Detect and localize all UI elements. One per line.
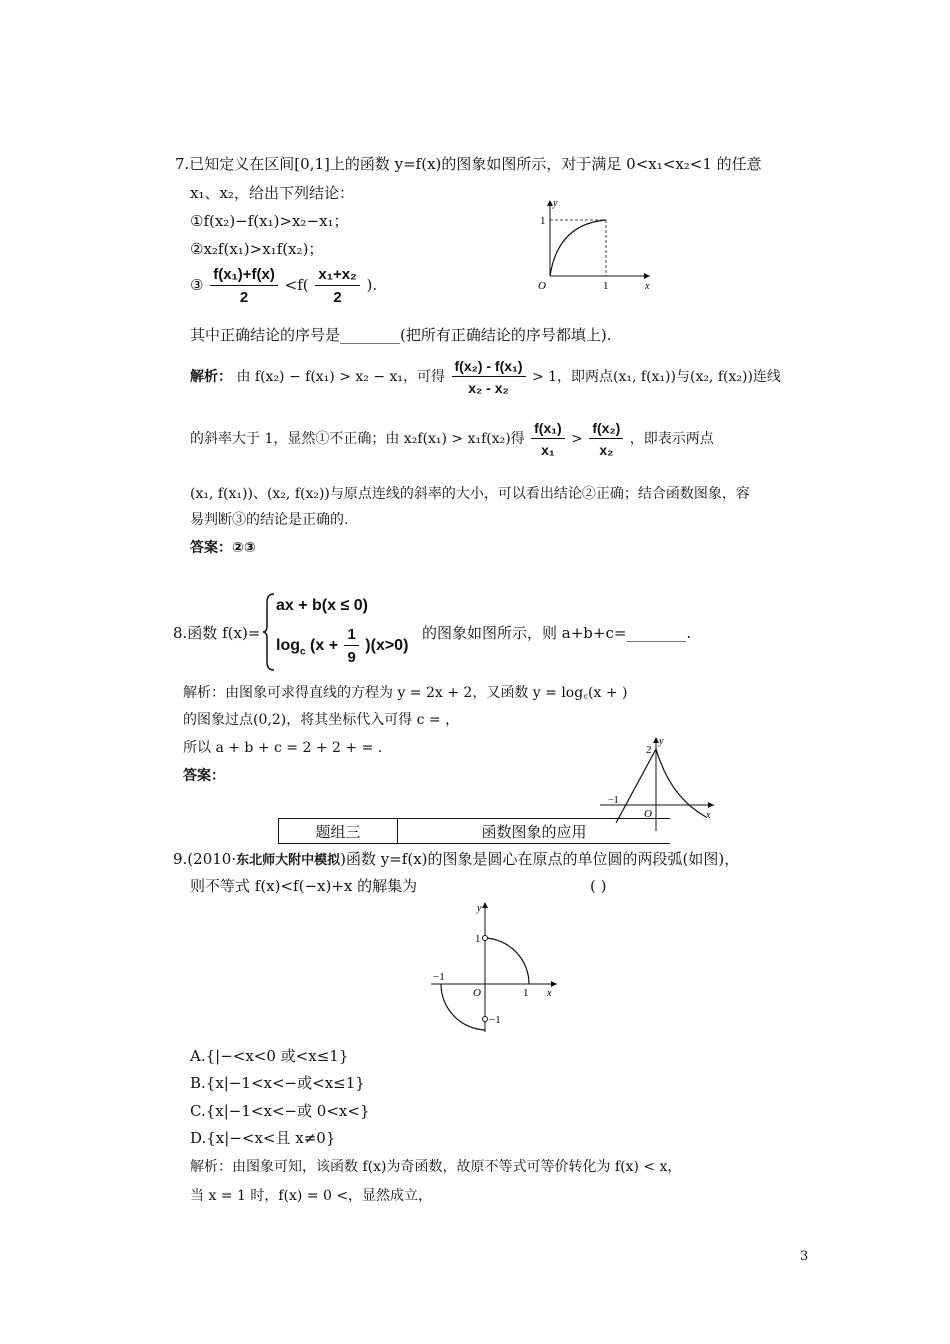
q7-c3-frac2 bbox=[315, 266, 359, 306]
q7-conclusion-2: ②x₂f(x₁)>x₁f(x₂)； bbox=[190, 240, 324, 258]
q7-sol2-frac1 bbox=[531, 420, 565, 458]
band-title: 函数图象的应用 bbox=[398, 819, 671, 844]
q7-c3-den: 2 bbox=[239, 289, 249, 306]
q9-line2: 则不等式 f(x)<f(−x)+x 的解集为 bbox=[190, 877, 418, 895]
q7-sol2-den1: x₁ bbox=[541, 442, 555, 458]
q7-solution-line4: 易判断③的结论是正确的. bbox=[190, 512, 349, 528]
q8-log-curve bbox=[656, 749, 706, 817]
q9-solution-line2: 当 x = 1 时，f(x) = 0 <，显然成立， bbox=[190, 1188, 433, 1204]
q7-c3-mid: <f( bbox=[284, 276, 309, 294]
q9-solution-line1: 解析：由图象可知，该函数 f(x)为奇函数，故原不等式可等价转化为 f(x) < x， bbox=[190, 1159, 682, 1175]
q9-line1-a: 9.(2010· bbox=[173, 850, 237, 868]
q8-answer: 答案： bbox=[183, 767, 225, 783]
page-number: 3 bbox=[800, 1249, 809, 1264]
q8-solution-line2: 的图象过点(0,2)，将其坐标代入可得 c = ， bbox=[183, 712, 460, 728]
q7-solution-line2 bbox=[190, 420, 714, 458]
q9-line1-b: )函数 y=f(x)的图象是圆心在原点的单位圆的两段弧(如图)， bbox=[340, 850, 740, 868]
q9-origin: O bbox=[473, 987, 481, 999]
q8-piece2-frac bbox=[344, 626, 358, 666]
q7-sol2-a: 的斜率大于 1，显然①不正确；由 x₂f(x₁) > x₁f(x₂)得 bbox=[190, 431, 525, 447]
q7-solution-line3: (x₁, f(x₁))、(x₂, f(x₂))与原点连线的斜率的大小，可以看出结论②正确；结合函数图象，容 bbox=[190, 486, 750, 502]
q9-x-label: x bbox=[547, 988, 552, 999]
q8-solution-line3: 所以 a + b + c = 2 + 2 + = . bbox=[183, 740, 383, 756]
q9-option-a: A.{|−<x<0 或<x≤1} bbox=[190, 1047, 349, 1065]
q7-x-arrow bbox=[644, 273, 650, 279]
q7-x-label: x bbox=[645, 281, 650, 292]
q8-x-arrow bbox=[708, 802, 714, 808]
q7-curve bbox=[550, 220, 606, 276]
q7-c3-num2: x₁+x₂ bbox=[315, 266, 359, 286]
q8-origin: O bbox=[644, 808, 652, 820]
q8-prefix: 8.函数 f(x)= bbox=[173, 624, 261, 642]
q9-x-arrow bbox=[551, 981, 557, 987]
q7-sol2-num1: f(x₁) bbox=[531, 420, 565, 439]
q7-conclusion-1: ①f(x₂)−f(x₁)>x₂−x₁； bbox=[190, 212, 349, 230]
q8-piece2-log: log bbox=[276, 637, 300, 655]
q9-y-neg1: −1 bbox=[489, 1014, 501, 1026]
q7-line2: x₁、x₂，给出下列结论： bbox=[190, 184, 354, 202]
q7-sol1-den: x₂ - x₂ bbox=[468, 380, 509, 396]
q7-y-label: y bbox=[553, 198, 558, 209]
q9-y-one: 1 bbox=[475, 933, 481, 945]
q7-sol2-b: ，即表示两点 bbox=[629, 431, 714, 447]
q9-answer-paren: ( ) bbox=[590, 877, 607, 895]
q7-answer: 答案：②③ bbox=[190, 539, 256, 555]
q8-y-label: y bbox=[659, 736, 664, 747]
q7-y-one: 1 bbox=[540, 215, 546, 227]
q9-graph bbox=[425, 898, 565, 1034]
q9-y-arrow bbox=[482, 902, 488, 908]
q8-solution-line1: 解析：由图象可求得直线的方程为 y = 2x + 2，又函数 y = log꜀(x + ) bbox=[183, 685, 628, 701]
section-band bbox=[278, 818, 670, 844]
q8-piece2-sub: c bbox=[300, 646, 306, 658]
q9-line1 bbox=[173, 848, 739, 869]
q9-x-neg1: −1 bbox=[433, 971, 445, 983]
q7-c3-suffix: ). bbox=[366, 276, 378, 294]
q7-c3-frac1 bbox=[210, 266, 278, 306]
q9-arc-upper bbox=[485, 938, 529, 984]
q9-option-d: D.{x|−<x<且 x≠0} bbox=[190, 1129, 336, 1147]
q7-x-one: 1 bbox=[603, 280, 609, 292]
q7-sol-label: 解析： bbox=[190, 368, 232, 384]
q7-conclusion-3 bbox=[190, 266, 377, 306]
band-group: 题组三 bbox=[279, 819, 398, 844]
q9-y-label: y bbox=[477, 903, 482, 914]
q8-brace bbox=[262, 592, 276, 672]
q7-graph bbox=[528, 196, 656, 292]
q7-sol1-b: > 1，即两点(x₁, f(x₁))与(x₂, f(x₂))连线 bbox=[531, 369, 781, 385]
q7-sol1-frac bbox=[452, 358, 526, 396]
q7-sol1-a: 由 f(x₂) − f(x₁) > x₂ − x₁，可得 bbox=[236, 369, 446, 385]
q8-neg1: −1 bbox=[608, 795, 619, 806]
q8-piece2-num: 1 bbox=[344, 626, 358, 646]
q7-sol2-num2: f(x₂) bbox=[589, 420, 623, 439]
q7-line1: 7.已知定义在区间[0,1]上的函数 y=f(x)的图象如图所示，对于满足 0<x₁<x₂<1 的任意 bbox=[175, 155, 762, 173]
q7-sol2-den2: x₂ bbox=[599, 442, 614, 458]
q7-sol1-num: f(x₂) - f(x₁) bbox=[452, 358, 526, 377]
q7-sol2-gt: > bbox=[571, 431, 583, 447]
q7-origin: O bbox=[538, 280, 546, 292]
q8-piece1: ax + b(x ≤ 0) bbox=[276, 597, 368, 614]
q9-x-one: 1 bbox=[523, 987, 529, 999]
q7-solution-line1 bbox=[190, 358, 781, 396]
q9-open-point-bottom bbox=[483, 1017, 488, 1022]
q8-piece2-den: 9 bbox=[347, 649, 356, 666]
q8-suffix: 的图象如图所示，则 a+b+c=________. bbox=[422, 624, 692, 642]
q9-source: 东北师大附中模拟 bbox=[236, 852, 341, 867]
q8-two: 2 bbox=[646, 744, 652, 756]
q8-x-label: x bbox=[706, 810, 711, 821]
q7-c3-prefix: ③ bbox=[190, 276, 204, 294]
q8-piece2-b: (x + bbox=[310, 637, 339, 655]
q9-open-point-top bbox=[483, 936, 488, 941]
q7-c3-num: f(x₁)+f(x) bbox=[210, 266, 278, 286]
q9-option-c: C.{x|−1<x<−或 0<x<} bbox=[190, 1102, 370, 1120]
q8-piece2-c: )(x>0) bbox=[365, 637, 409, 655]
q8-piece2 bbox=[276, 626, 408, 666]
q7-sol2-frac2 bbox=[589, 420, 623, 458]
q7-c3-den2: 2 bbox=[333, 289, 342, 306]
q9-option-b: B.{x|−1<x<−或<x≤1} bbox=[190, 1074, 365, 1092]
q7-question: 其中正确结论的序号是________(把所有正确结论的序号都填上). bbox=[190, 326, 612, 344]
